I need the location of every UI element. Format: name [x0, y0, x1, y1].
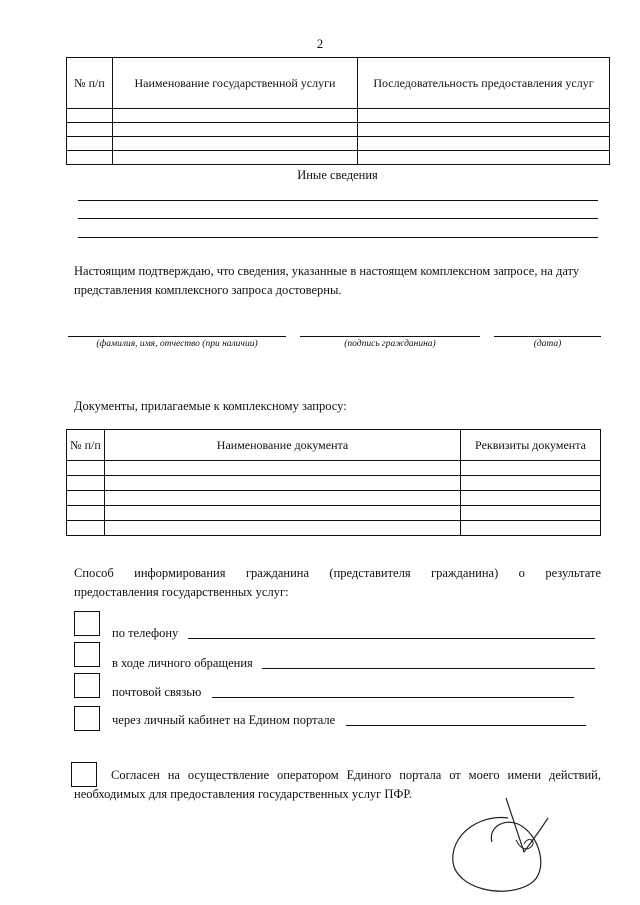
- confirmation-text: Настоящим подтверждаю, что сведения, указанные в настоящем комплексном запросе, на дату представления комплексного запроса достоверны.: [74, 264, 580, 297]
- col-doc-details: Реквизиты документа: [461, 430, 601, 461]
- portal-option-label: через личный кабинет на Едином портале: [112, 713, 336, 727]
- in-person-checkbox[interactable]: [74, 642, 100, 667]
- table-row[interactable]: [67, 506, 601, 521]
- documents-table: [66, 429, 601, 536]
- col-service-sequence: Последовательность предоставления услуг: [358, 58, 610, 109]
- in-person-option-label: в ходе личного обращения: [112, 656, 253, 670]
- table-row[interactable]: [67, 461, 601, 476]
- page-number: 2: [316, 36, 324, 51]
- phone-option-label: по телефону: [112, 626, 179, 640]
- signature-caption: (подпись гражданина): [344, 339, 436, 349]
- full-name-caption: (фамилия, имя, отчество (при наличии): [96, 339, 258, 349]
- table-row[interactable]: [67, 521, 601, 536]
- other-info-line-2[interactable]: [78, 218, 598, 219]
- services-table: [66, 57, 610, 165]
- other-info-line-1[interactable]: [78, 200, 598, 201]
- in-person-fill-line[interactable]: [262, 668, 595, 669]
- phone-checkbox[interactable]: [74, 611, 100, 636]
- table-row[interactable]: [67, 137, 610, 151]
- table-row[interactable]: [67, 151, 610, 165]
- notification-text: Способ информирования гражданина (представителя гражданина) о результате предоставления государственных услуг:: [74, 566, 601, 599]
- portal-fill-line[interactable]: [346, 725, 586, 726]
- phone-fill-line[interactable]: [188, 638, 595, 639]
- col-doc-name: Наименование документа: [105, 430, 461, 461]
- table-row[interactable]: [67, 123, 610, 137]
- other-info-title: Иные сведения: [297, 168, 378, 182]
- documents-table-header: [67, 430, 601, 461]
- portal-checkbox[interactable]: [74, 706, 100, 731]
- full-name-line[interactable]: [68, 336, 286, 337]
- table-row[interactable]: [67, 109, 610, 123]
- date-line[interactable]: [494, 336, 601, 337]
- table-row[interactable]: [67, 491, 601, 506]
- handwritten-signature: [448, 796, 568, 898]
- services-table-header: [67, 58, 610, 109]
- documents-title: Документы, прилагаемые к комплексному запросу:: [74, 399, 347, 413]
- table-row[interactable]: [67, 476, 601, 491]
- post-option-label: почтовой связью: [112, 685, 202, 699]
- consent-text: Согласен на осуществление оператором Единого портала от моего имени действий, необходимых для предоставления государственных услуг ПФР.: [74, 768, 601, 801]
- post-fill-line[interactable]: [212, 697, 574, 698]
- col-service-name: Наименование государственной услуги: [113, 58, 358, 109]
- col-doc-number: № п/п: [67, 430, 105, 461]
- other-info-line-3[interactable]: [78, 237, 598, 238]
- col-number: № п/п: [67, 58, 113, 109]
- signature-line[interactable]: [300, 336, 480, 337]
- date-caption: (дата): [533, 339, 562, 349]
- post-checkbox[interactable]: [74, 673, 100, 698]
